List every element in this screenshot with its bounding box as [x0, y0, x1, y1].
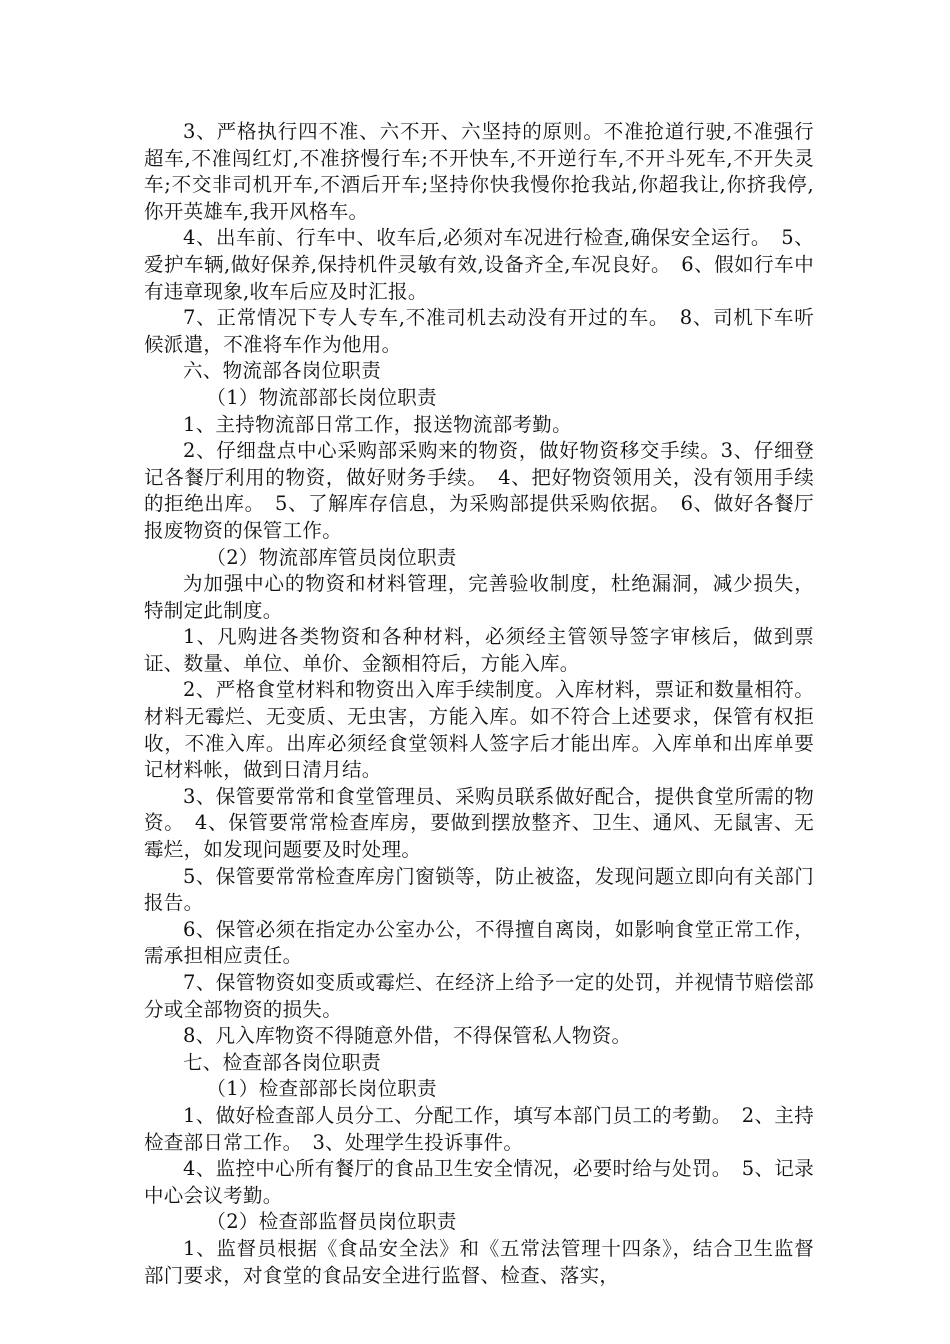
section-heading-logistics: 六、物流部各岗位职责 — [183, 359, 382, 383]
paragraph-warehouse-intro: 为加强中心的物资和材料管理，完善验收制度，杜绝漏洞，减少损失，特制定此制度。 — [144, 572, 814, 622]
paragraph-warehouse-rules-3-4: 3、保管要常常和食堂管理员、采购员联系做好配合，提供食堂所需的物资。 4、保管要常常检查库房，要做到摆放整齐、卫生、通风、无鼠害、无霉烂，如发现问题要及时处理。 — [144, 784, 814, 862]
paragraph-warehouse-rule-7: 7、保管物资如变质或霉烂、在经济上给予一定的处罚，并视情节赔偿部分或全部物资的损失。 — [144, 971, 814, 1021]
paragraph-driver-rules-4-6: 4、出车前、行车中、收车后,必须对车况进行检查,确保安全运行。 5、爱护车辆,做好保养,保持机件灵敏有效,设备齐全,车况良好。 6、假如行车中有违章现象,收车后应及时汇报。 — [144, 226, 814, 303]
paragraph-inspection-rules-1-3: 1、做好检查部人员分工、分配工作，填写本部门员工的考勤。 2、主持检查部日常工作。 3、处理学生投诉事件。 — [144, 1103, 814, 1154]
paragraph-warehouse-rule-6: 6、保管必须在指定办公室办公，不得擅自离岗，如影响食堂正常工作，需承担相应责任。 — [144, 917, 814, 968]
subheading-logistics-director: （1）物流部部长岗位职责 — [206, 385, 437, 409]
paragraph-warehouse-rule-5: 5、保管要常常检查库房门窗锁等，防止被盗，发现问题立即向有关部门报告。 — [144, 864, 814, 915]
paragraph-logistics-director-2-6: 2、仔细盘点中心采购部采购来的物资，做好物资移交手续。3、仔细登记各餐厅利用的物资，做好财务手续。 4、把好物资领用关，没有领用手续的拒绝出库。 5、了解库存信息，为采购部提供采购依据。 6、做好各餐厅报废物资的保管工作。 — [144, 439, 814, 542]
subheading-inspection-supervisor: （2）检查部监督员岗位职责 — [206, 1210, 457, 1234]
document-body — [144, 119, 814, 1289]
paragraph-inspection-rules-4-5: 4、监控中心所有餐厅的食品卫生安全情况，必要时给与处罚。 5、记录中心会议考勤。 — [144, 1157, 814, 1207]
paragraph-driver-rule-3: 3、严格执行四不准、六不开、六坚持的原则。不准抢道行驶,不准强行超车,不准闯红灯,不准挤慢行车;不开快车,不开逆行车,不开斗死车,不开失灵车;不交非司机开车,不酒后开车;坚持你快我慢你抢我站,你超我让,你挤我停,你开英雄车,我开风格车。 — [144, 120, 814, 223]
paragraph-warehouse-rule-2: 2、严格食堂材料和物资出入库手续制度。入库材料，票证和数量相符。材料无霉烂、无变质、无虫害，方能入库。如不符合上述要求，保管有权拒收，不准入库。出库必须经食堂领料人签字后才能出库。入库单和出库单要记材料帐，做到日清月结。 — [144, 678, 814, 782]
paragraph-logistics-director-1: 1、主持物流部日常工作，报送物流部考勤。 — [183, 412, 572, 436]
paragraph-supervisor-rule-1: 1、监督员根据《食品安全法》和《五常法管理十四条》，结合卫生监督部门要求，对食堂的食品安全进行监督、检查、落实， — [144, 1236, 814, 1287]
section-heading-inspection: 七、检查部各岗位职责 — [183, 1050, 382, 1074]
paragraph-driver-rules-7-8: 7、正常情况下专人专车,不准司机去动没有开过的车。 8、司机下车听候派遣，不准将车作为他用。 — [144, 306, 814, 356]
subheading-inspection-director: （1）检查部部长岗位职责 — [206, 1077, 437, 1101]
paragraph-warehouse-rule-8: 8、凡入库物资不得随意外借，不得保管私人物资。 — [183, 1024, 632, 1048]
paragraph-warehouse-rule-1: 1、凡购进各类物资和各种材料，必须经主管领导签字审核后，做到票证、数量、单位、单价、金额相符后，方能入库。 — [144, 625, 814, 675]
subheading-warehouse-keeper: （2）物流部库管员岗位职责 — [206, 545, 457, 569]
